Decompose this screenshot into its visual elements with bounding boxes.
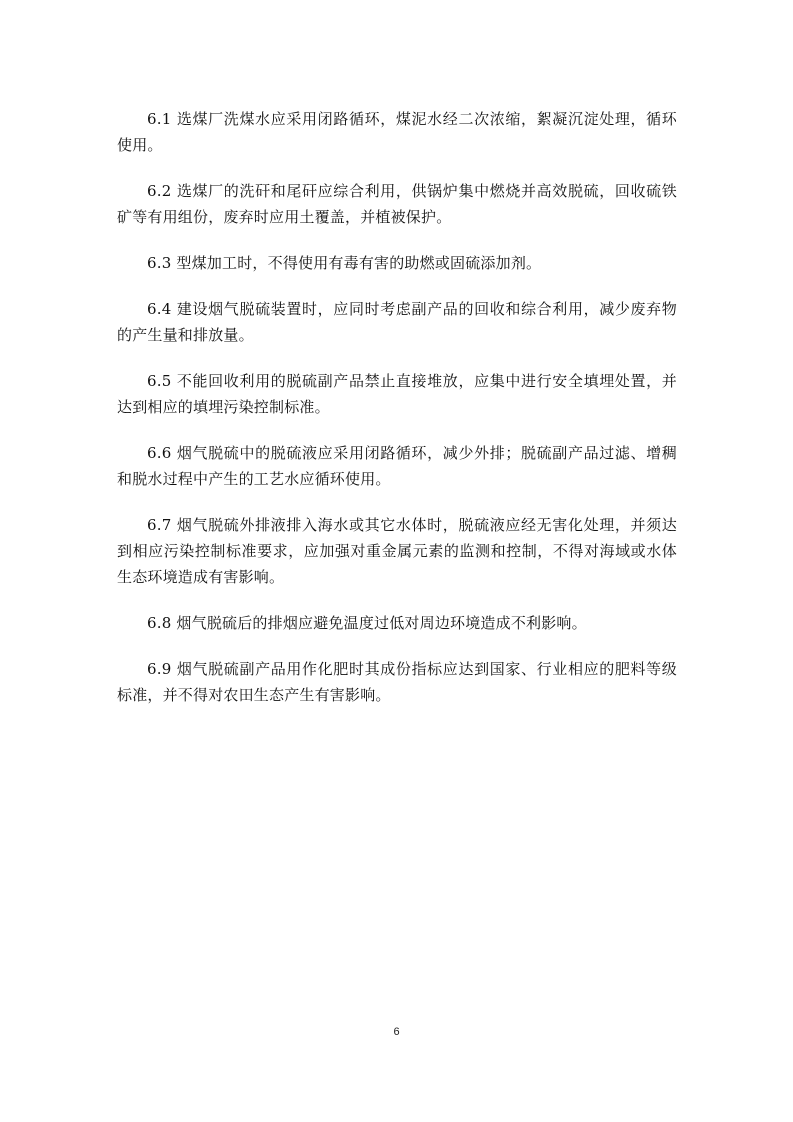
document-body — [117, 106, 677, 728]
clause-6-8: 6.8 烟气脱硫后的排烟应避免温度过低对周边环境造成不利影响。 — [147, 614, 587, 632]
clause-6-1: 6.1 选煤厂洗煤水应采用闭路循环，煤泥水经二次浓缩，絮凝沉淀处理，循环使用。 — [117, 110, 677, 154]
clause-6-4: 6.4 建设烟气脱硫装置时，应同时考虑副产品的回收和综合利用，减少废弃物的产生量和排放量。 — [117, 300, 677, 344]
clause-6-6: 6.6 烟气脱硫中的脱硫液应采用闭路循环，减少外排；脱硫副产品过滤、增稠和脱水过程中产生的工艺水应循环使用。 — [117, 444, 677, 488]
clause-6-7: 6.7 烟气脱硫外排液排入海水或其它水体时，脱硫液应经无害化处理，并须达到相应污染控制标准要求，应加强对重金属元素的监测和控制，不得对海域或水体生态环境造成有害影响。 — [117, 516, 677, 586]
page-number: 6 — [393, 1026, 400, 1038]
clause-6-2: 6.2 选煤厂的洗矸和尾矸应综合利用，供锅炉集中燃烧并高效脱硫，回收硫铁矿等有用组份，废弃时应用土覆盖，并植被保护。 — [117, 182, 677, 226]
clause-6-3: 6.3 型煤加工时，不得使用有毒有害的助燃或固硫添加剂。 — [147, 254, 542, 272]
clause-6-5: 6.5 不能回收利用的脱硫副产品禁止直接堆放，应集中进行安全填埋处置，并达到相应的填埋污染控制标准。 — [117, 372, 677, 416]
clause-6-9: 6.9 烟气脱硫副产品用作化肥时其成份指标应达到国家、行业相应的肥料等级标准，并不得对农田生态产生有害影响。 — [117, 660, 677, 704]
